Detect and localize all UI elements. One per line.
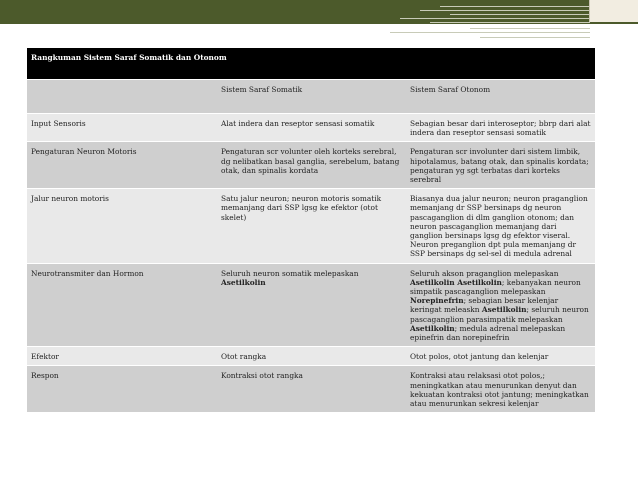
table-row	[27, 366, 595, 412]
cell-otonom	[406, 347, 595, 366]
row-label: Efektor	[27, 347, 217, 366]
table-row	[27, 114, 595, 142]
cell-text: Sebagian besar dari interoseptor; bbrp dari alat indera dan reseptor sensasi somatik	[410, 119, 591, 138]
cell-text: Seluruh akson praganglion melepaskan	[410, 268, 559, 278]
cell-text: Norepinefrin	[410, 296, 464, 306]
table-row	[27, 189, 595, 263]
corner-accent	[589, 0, 638, 22]
cell-text: Pengaturan scr involunter dari sistem limbik, hipotalamus, batang otak, dan spinalis kordata; pengaturan yg sgt terbatas dari korteks serebral	[410, 147, 589, 185]
cell-text: Asetilkolin Asetilkolin	[410, 277, 502, 287]
row-label: Jalur neuron motoris	[27, 189, 217, 263]
cell-text: Biasanya dua jalur neuron; neuron praganglion memanjang dr SSP bersinaps dg neuron pascaganglion di dlm ganglion otonom; dan neuron pascaganglion memanjang dari ganglion bersinaps lgsg dg efektor viseral. Neuron preganglion dpt pula memanjang dr SSP bersinaps dg sel-sel di medula adrenal	[410, 194, 588, 259]
row-label: Input Sensoris	[27, 114, 217, 142]
cell-somatik	[217, 263, 406, 347]
cell-somatik	[217, 347, 406, 366]
cell-text: Asetilkolin	[221, 277, 266, 287]
cell-text: Pengaturan scr volunter oleh korteks serebral, dg nelibatkan basal ganglia, serebelum, batang otak, dan spinalis kordata	[221, 147, 400, 175]
table-row	[27, 263, 595, 347]
cell-text: ; kebanyakan neuron simpatik pascaganglion melepaskan	[410, 277, 581, 297]
title-row	[27, 48, 595, 80]
cell-text: Otot rangka	[221, 352, 267, 362]
cell-otonom	[406, 263, 595, 347]
cell-text: Alat indera dan reseptor sensasi somatik	[221, 119, 375, 128]
cell-text: Asetilkolin	[481, 305, 527, 315]
cell-otonom	[406, 366, 595, 412]
cell-somatik	[217, 114, 406, 142]
table-body	[27, 114, 595, 413]
cell-text: Seluruh neuron somatik melepaskan	[221, 268, 359, 278]
header-row	[27, 80, 595, 114]
header-somatik: Sistem Saraf Somatik	[217, 80, 406, 114]
cell-otonom	[406, 142, 595, 189]
cell-somatik	[217, 142, 406, 189]
cell-text: Kontraksi atau relaksasi otot polos,; meningkatkan atau menurunkan denyut dan kekuatan kontraksi otot jantung; meningkatkan atau menurunkan sekresi kelenjar	[410, 371, 589, 409]
header-empty	[27, 80, 217, 114]
cell-text: ; sebagian besar kelenjar keringat meleaskn	[410, 296, 559, 315]
decorative-stripes	[380, 4, 590, 42]
cell-text: Kontraksi otot rangka	[221, 371, 303, 381]
row-label: Neurotransmiter dan Hormon	[27, 263, 217, 347]
row-label: Pengaturan Neuron Motoris	[27, 142, 217, 189]
cell-text: ; seluruh neuron pascaganglion parasimpatik melepaskan	[410, 305, 589, 324]
table-row	[27, 347, 595, 366]
summary-table	[27, 47, 595, 412]
cell-text: ; medula adrenal melepaskan epinefrin dan norepinefrin	[410, 323, 566, 343]
cell-otonom	[406, 114, 595, 142]
table-title: Rangkuman Sistem Saraf Somatik dan Otonom	[27, 48, 595, 80]
cell-text: Satu jalur neuron; neuron motoris somatik memanjang dari SSP lgsg ke efektor (otot skelet)	[221, 194, 382, 222]
cell-text: Otot polos, otot jantung dan kelenjar	[410, 352, 549, 362]
cell-somatik	[217, 366, 406, 412]
table-row	[27, 142, 595, 189]
header-otonom: Sistem Saraf Otonom	[406, 80, 595, 114]
cell-text: Asetilkolin	[410, 323, 455, 333]
row-label: Respon	[27, 366, 217, 412]
cell-somatik	[217, 189, 406, 263]
cell-otonom	[406, 189, 595, 263]
